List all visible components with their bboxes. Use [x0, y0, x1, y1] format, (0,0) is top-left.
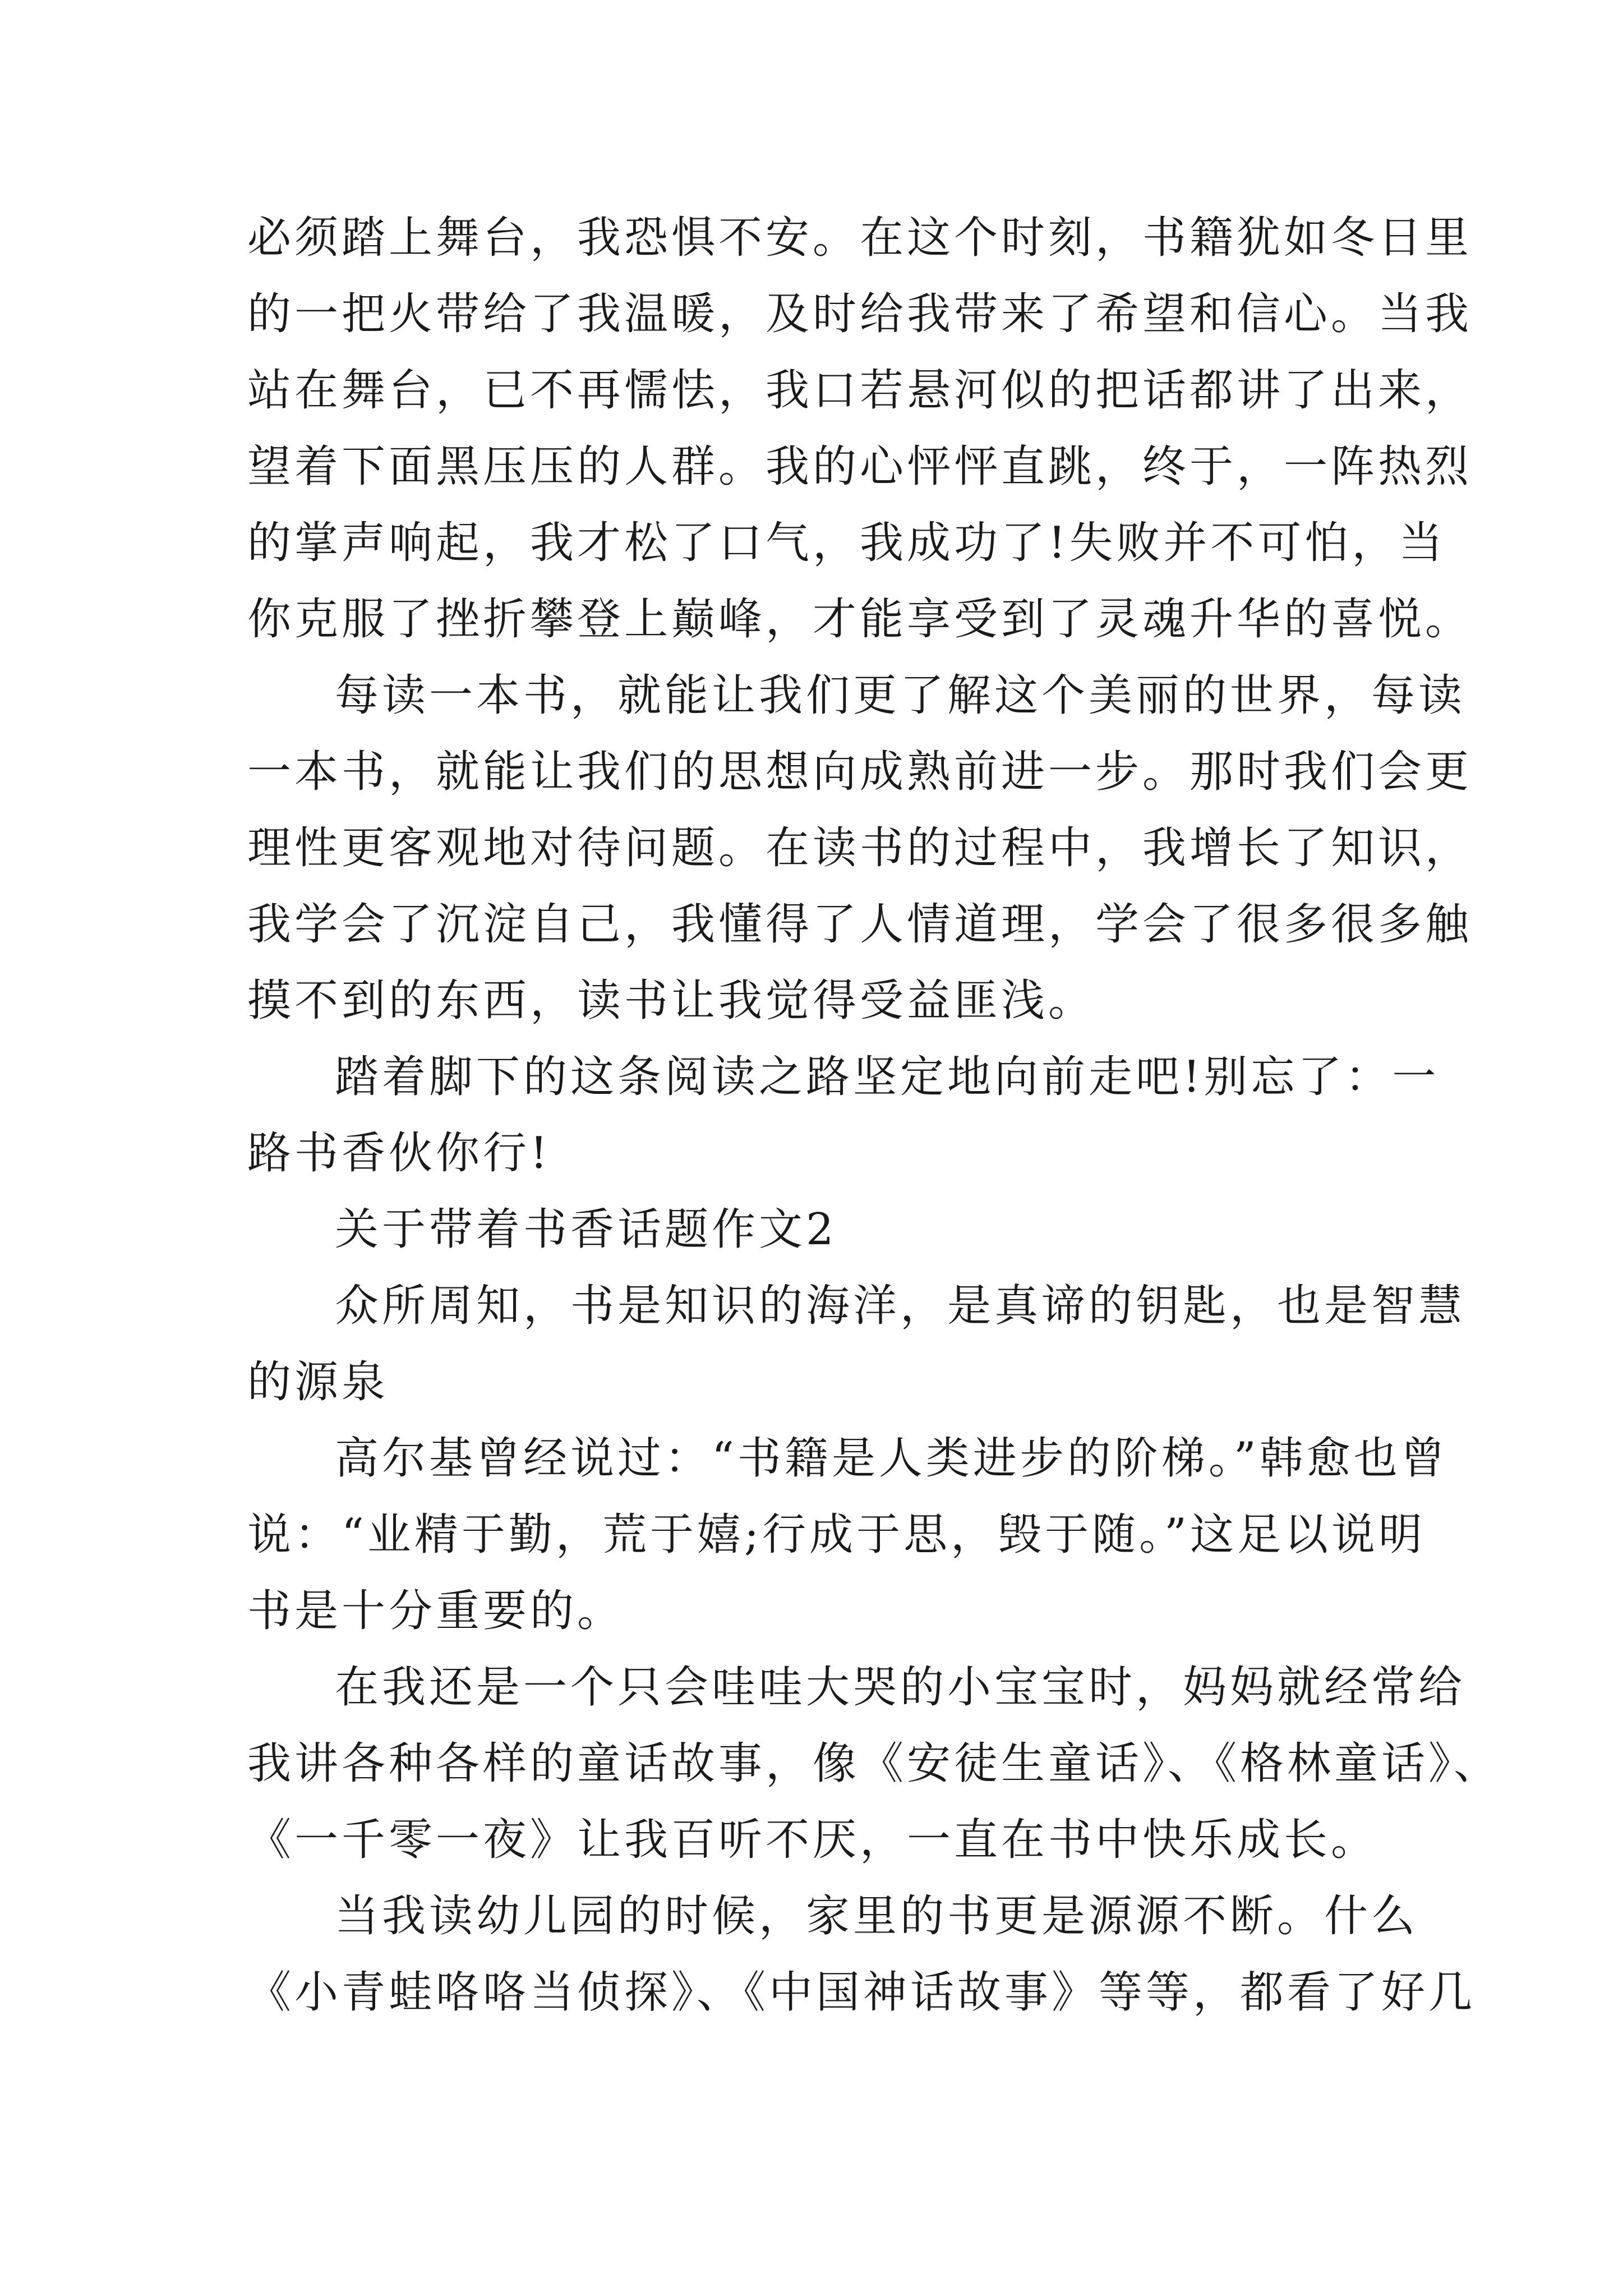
section-heading: 关于带着书香话题作文2 [335, 1204, 837, 1255]
text-line: 站在舞台，已不再懦怯，我口若悬河似的把话都讲了出来， [247, 365, 1473, 416]
text-line: 众所周知，书是知识的海洋，是真谛的钥匙，也是智慧 [335, 1281, 1466, 1331]
text-line: 我学会了沉淀自己，我懂得了人情道理，学会了很多很多触 [247, 899, 1473, 950]
text-line: 路书香伙你行! [247, 1128, 551, 1179]
text-line: 高尔基曾经说过：“书籍是人类进步的阶梯。”韩愈也曾 [335, 1433, 1448, 1484]
text-line: 踏着脚下的这条阅读之路坚定地向前走吧!别忘了：一 [335, 1052, 1440, 1102]
text-line: 《小青蛙咯咯当侦探》、《中国神话故事》等等，都看了好几 [247, 1967, 1476, 2018]
text-line: 的掌声响起，我才松了口气，我成功了!失败并不可怕，当 [247, 518, 1446, 568]
text-line: 一本书，就能让我们的思想向成熟前进一步。那时我们会更 [247, 747, 1473, 797]
text-line: 理性更客观地对待问题。在读书的过程中，我增长了知识， [247, 823, 1473, 873]
text-line: 在我还是一个只会哇哇大哭的小宝宝时，妈妈就经常给 [335, 1662, 1466, 1713]
text-line: 当我读幼儿园的时候，家里的书更是源源不断。什么 [335, 1891, 1419, 1941]
text-line: 我讲各种各样的童话故事，像《安徒生童话》、《格林童话》、 [247, 1738, 1501, 1789]
text-line: 说：“业精于勤，荒于嬉;行成于思，毁于随。”这足以说明 [247, 1510, 1426, 1560]
text-line: 《一千零一夜》让我百听不厌，一直在书中快乐成长。 [247, 1815, 1378, 1865]
text-line: 望着下面黑压压的人群。我的心怦怦直跳，终于，一阵热烈 [247, 441, 1473, 492]
text-line: 每读一本书，就能让我们更了解这个美丽的世界，每读 [335, 670, 1466, 721]
text-line: 你克服了挫折攀登上巅峰，才能享受到了灵魂升华的喜悦。 [247, 594, 1473, 645]
text-line: 摸不到的东西，读书让我觉得受益匪浅。 [247, 976, 1096, 1026]
text-line: 必须踏上舞台，我恐惧不安。在这个时刻，书籍犹如冬日里 [247, 213, 1473, 263]
text-line: 的源泉 [247, 1357, 389, 1407]
text-line: 的一把火带给了我温暖，及时给我带来了希望和信心。当我 [247, 289, 1473, 339]
text-line: 书是十分重要的。 [247, 1586, 625, 1636]
